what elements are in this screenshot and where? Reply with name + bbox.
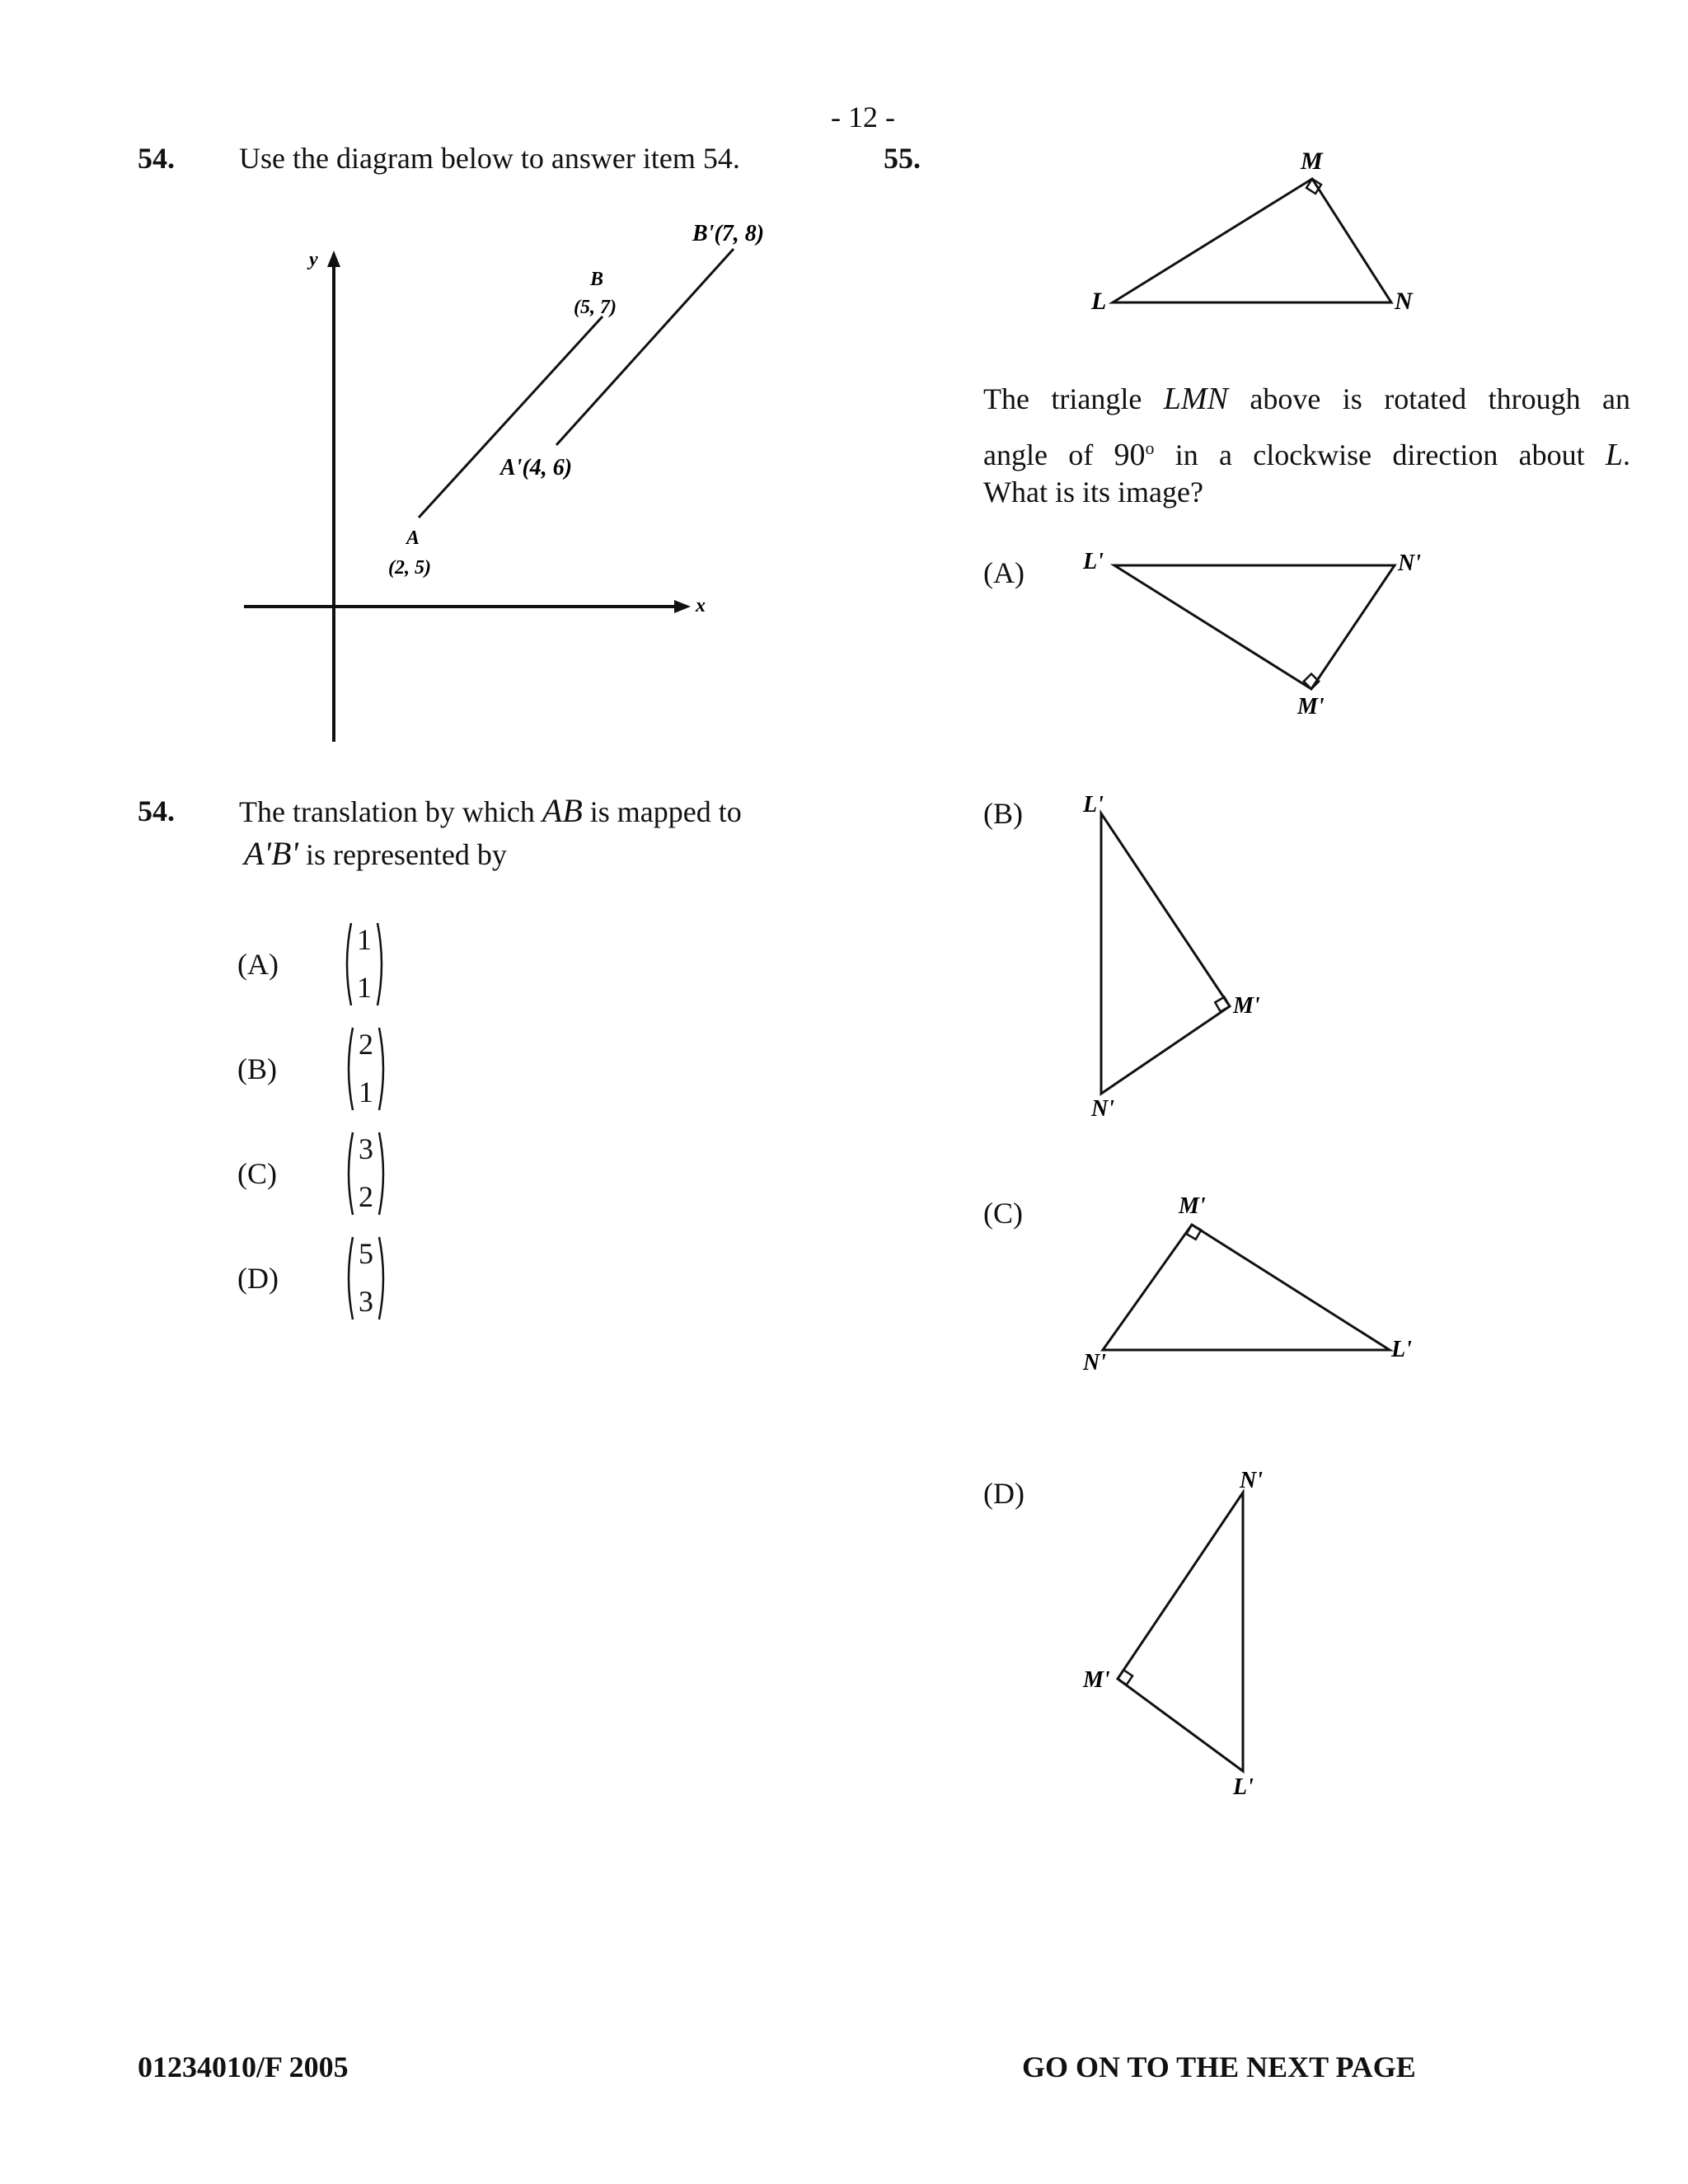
vertex-N-prime-label: N' (1083, 1350, 1106, 1376)
y-axis-label: y (309, 249, 318, 270)
option-letter: (A) (983, 556, 1025, 589)
point-A-prime-label: A'(4, 6) (500, 455, 573, 480)
column-vector (341, 1234, 391, 1323)
angle-value: 90 (1114, 438, 1146, 472)
vertex-L-prime-label: L' (1083, 549, 1104, 574)
option-letter: (C) (237, 1157, 277, 1190)
question-55-stem-line3: What is its image? (983, 476, 1203, 509)
stem-text: The translation by which (239, 795, 542, 828)
column-vector (341, 1129, 391, 1218)
stem-text: . (1623, 438, 1631, 471)
triangle-lmn-diagram (1071, 136, 1451, 326)
option-letter: (C) (983, 1197, 1023, 1230)
stem-text: is represented by (298, 838, 507, 871)
question-55-number: 55. (884, 142, 921, 175)
segment-A-prime-B-prime (556, 249, 734, 445)
triangle-lmn (1113, 179, 1391, 302)
vertex-M-prime-label: M' (1233, 993, 1260, 1019)
stem-text: The triangle (983, 382, 1164, 415)
vertex-L-prime-label: L' (1233, 1774, 1254, 1800)
vector-top: 5 (359, 1237, 373, 1270)
triangle-option-A (1071, 544, 1451, 725)
question-55-stem-line2 (983, 430, 1630, 473)
segment-AB (419, 316, 603, 518)
y-axis-arrow (327, 251, 340, 267)
option-letter: (A) (237, 948, 279, 981)
x-axis-label: x (696, 595, 706, 616)
stem-text: angle of (983, 438, 1114, 471)
vector-bottom: 3 (359, 1285, 373, 1318)
vector-bottom: 2 (359, 1180, 373, 1213)
point-B-prime-label: B'(7, 8) (692, 221, 765, 246)
vector-top: 3 (359, 1132, 373, 1165)
vertex-M-label: M (1301, 148, 1323, 175)
vector-top: 2 (359, 1028, 373, 1061)
triangle-option-C (1071, 1187, 1451, 1385)
segment-ab-term: AB (542, 792, 583, 829)
x-axis-arrow (674, 600, 691, 613)
stem-text: in a clockwise direction about (1154, 438, 1606, 471)
vertex-N-prime-label: N' (1091, 1096, 1114, 1122)
question-54-intro: Use the diagram below to answer item 54. (239, 142, 740, 175)
vertex-M-prime-label: M' (1179, 1193, 1206, 1219)
triangle-name-term: LMN (1163, 382, 1228, 416)
vertex-N-prime-label: N' (1240, 1468, 1263, 1493)
page-number: - 12 - (831, 101, 895, 134)
triangle-option-B (1071, 787, 1319, 1133)
question-54-number: 54. (138, 142, 175, 175)
stem-text: is mapped to (582, 795, 742, 828)
segment-apbp-term: A'B' (244, 835, 298, 872)
translation-diagram (0, 0, 844, 758)
vertex-L-prime-label: L' (1391, 1337, 1412, 1362)
column-vector (340, 920, 389, 1009)
vertex-L-prime-label: L' (1083, 792, 1104, 818)
option-letter: (B) (983, 797, 1023, 830)
stem-text: above is rotated through an (1227, 382, 1631, 415)
vertex-L-label: L (1091, 288, 1107, 315)
point-B-label: B (590, 269, 604, 290)
center-L-term: L (1605, 438, 1624, 472)
point-A-coord: (2, 5) (388, 557, 431, 579)
vertex-M-prime-label: M' (1297, 694, 1325, 719)
vertex-M-prime-label: M' (1083, 1667, 1110, 1693)
point-B-coord: (5, 7) (574, 297, 617, 318)
question-54-stem-line1 (239, 793, 742, 830)
option-letter: (D) (983, 1477, 1025, 1510)
question-54-number-repeat: 54. (138, 794, 175, 827)
point-A-label: A (406, 527, 420, 549)
vector-top: 1 (357, 923, 372, 956)
degree-symbol: o (1145, 438, 1155, 458)
footer-next-page: GO ON TO THE NEXT PAGE (1022, 2050, 1416, 2083)
vector-bottom: 1 (357, 971, 372, 1004)
vector-bottom: 1 (359, 1076, 373, 1108)
vertex-N-label: N (1395, 288, 1413, 315)
triangle-option-D (1071, 1463, 1368, 1809)
column-vector (341, 1024, 391, 1113)
question-54-stem-line2 (244, 836, 507, 873)
option-letter: (B) (237, 1052, 277, 1085)
option-letter: (D) (237, 1262, 279, 1295)
footer-code: 01234010/F 2005 (138, 2050, 349, 2083)
question-55-stem-line1 (983, 381, 1630, 417)
vertex-N-prime-label: N' (1398, 551, 1421, 576)
